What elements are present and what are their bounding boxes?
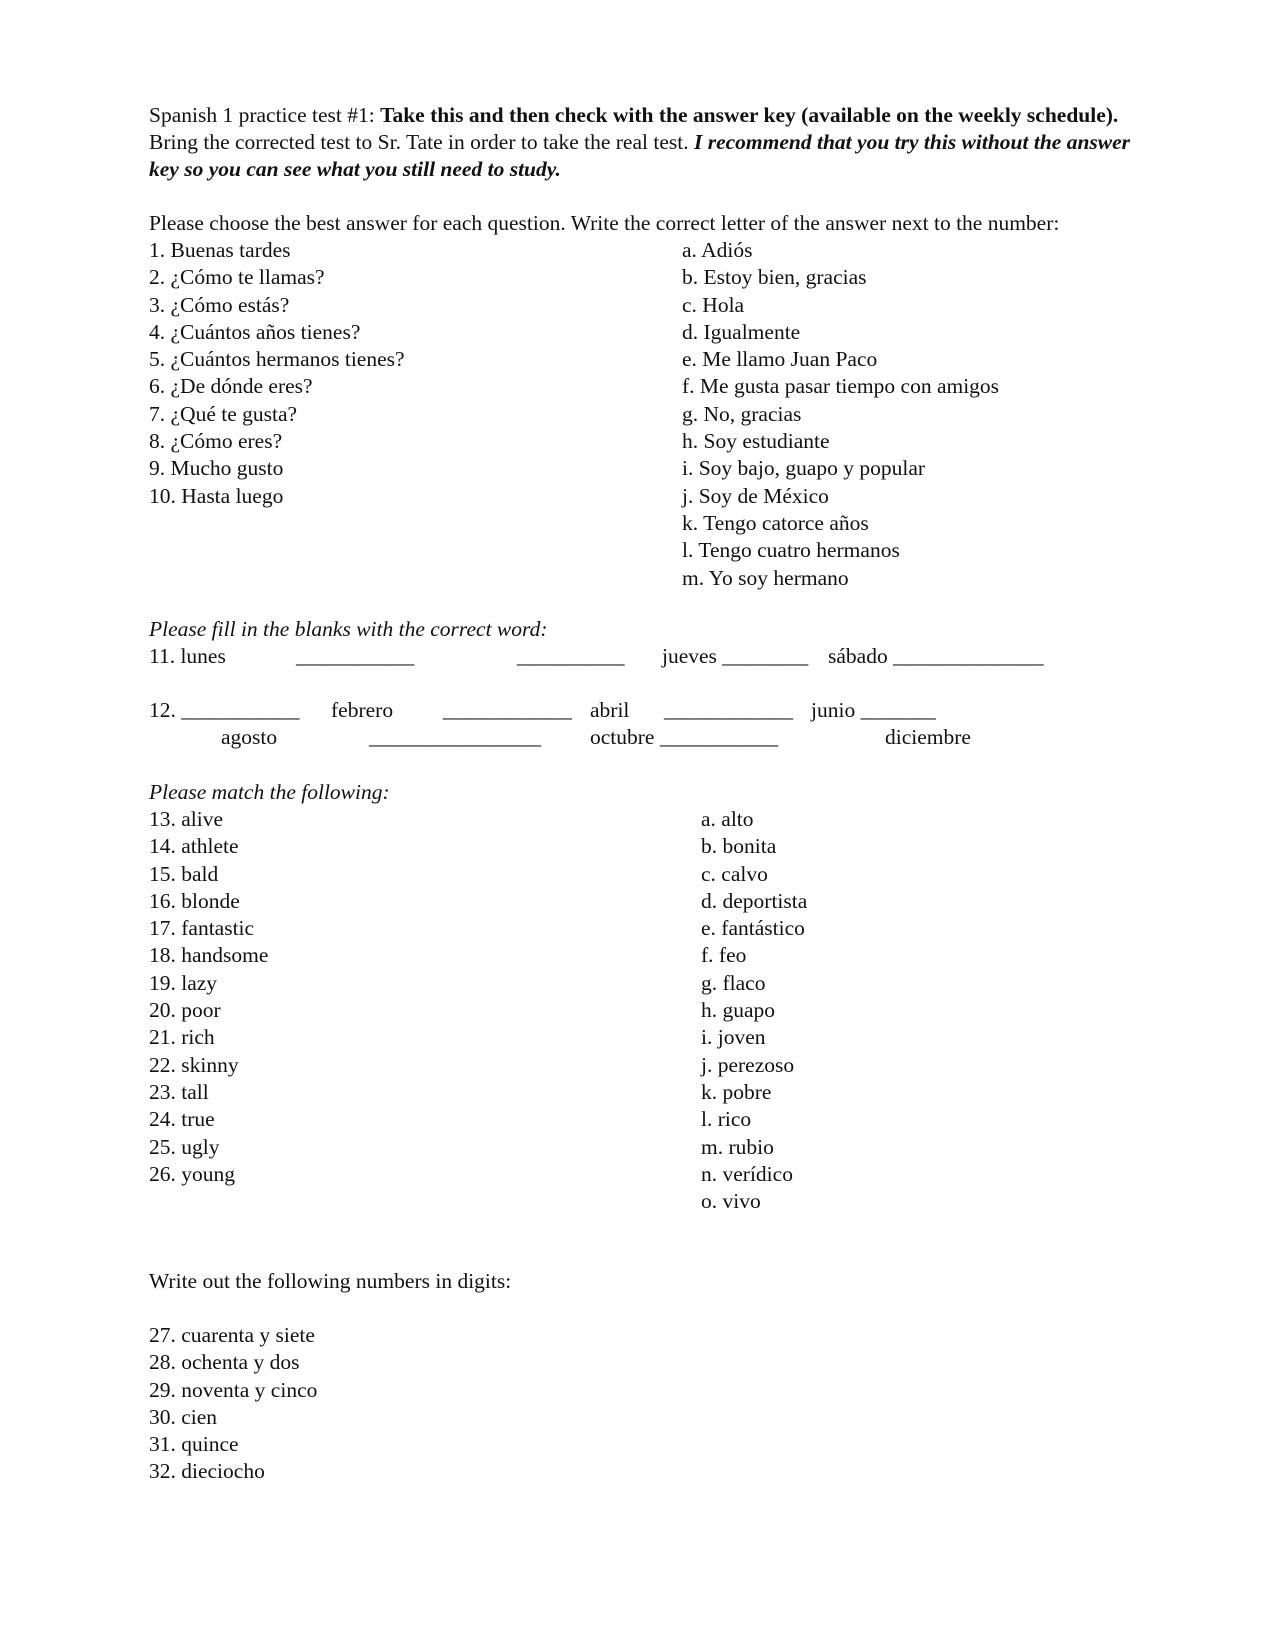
q12-blank-b[interactable]: ____________ [664, 698, 793, 722]
list-item: 24. true [149, 1107, 215, 1132]
list-item: d. deportista [701, 888, 808, 913]
list-item: f. feo [701, 943, 747, 968]
list-item: i. joven [701, 1025, 766, 1050]
q12-number[interactable]: 12. ___________ [149, 698, 300, 722]
list-item: o. vivo [701, 1189, 761, 1214]
list-item: f. Me gusta pasar tiempo con amigos [682, 374, 1000, 399]
list-item: c. Hola [682, 292, 745, 317]
section3-instruction: Please match the following: [149, 780, 390, 804]
list-item: b. Estoy bien, gracias [682, 265, 867, 290]
list-item: e. Me llamo Juan Paco [682, 347, 878, 372]
section1-instruction: Please choose the best answer for each question. Write the correct letter of the answer next to the number: [149, 211, 1060, 235]
q11-lunes: 11. lunes [149, 644, 226, 668]
list-item: h. guapo [701, 998, 776, 1023]
q11-blank-1[interactable]: ___________ [296, 644, 415, 668]
list-item: d. Igualmente [682, 319, 801, 344]
list-item: 7. ¿Qué te gusta? [149, 401, 298, 426]
q12-febrero: febrero [331, 698, 394, 722]
list-item: 16. blonde [149, 888, 240, 913]
list-item: j. Soy de México [682, 483, 829, 508]
q11-blank-2[interactable]: __________ [517, 644, 625, 668]
section4-instruction: Write out the following numbers in digits: [149, 1269, 512, 1293]
list-item: 32. dieciocho [149, 1459, 265, 1484]
q11-sabado[interactable]: sábado ______________ [828, 644, 1044, 668]
list-item: m. rubio [701, 1134, 774, 1159]
section3-answers [701, 806, 807, 1215]
list-item: 4. ¿Cuántos años tienes? [149, 319, 361, 344]
list-item: 18. handsome [149, 943, 269, 968]
list-item: a. Adiós [682, 238, 753, 262]
list-item: 30. cien [149, 1404, 218, 1429]
section4-items [149, 1322, 317, 1486]
list-item: c. calvo [701, 861, 768, 886]
list-item: l. Tengo cuatro hermanos [682, 538, 900, 563]
list-item: 22. skinny [149, 1052, 239, 1077]
list-item: 5. ¿Cuántos hermanos tienes? [149, 347, 405, 372]
section1-answers [682, 237, 999, 592]
list-item: 9. Mucho gusto [149, 456, 284, 481]
list-item: l. rico [701, 1107, 752, 1132]
q12-abril: abril [590, 698, 630, 722]
list-item: n. verídico [701, 1161, 793, 1186]
list-item: 10. Hasta luego [149, 483, 284, 508]
list-item: a. alto [701, 807, 754, 831]
list-item: e. fantástico [701, 916, 805, 941]
list-item: 19. lazy [149, 970, 218, 995]
list-item: 1. Buenas tardes [149, 238, 291, 262]
q12-junio[interactable]: junio _______ [811, 698, 936, 722]
list-item: 25. ugly [149, 1134, 220, 1159]
list-item: k. pobre [701, 1079, 772, 1104]
section1-questions [149, 237, 405, 510]
list-item: g. flaco [701, 970, 766, 995]
list-item: k. Tengo catorce años [682, 510, 869, 535]
list-item: 21. rich [149, 1025, 215, 1050]
q11-jueves[interactable]: jueves ________ [662, 644, 809, 668]
list-item: h. Soy estudiante [682, 429, 830, 454]
list-item: 6. ¿De dónde eres? [149, 374, 313, 399]
list-item: j. perezoso [701, 1052, 795, 1077]
list-item: 2. ¿Cómo te llamas? [149, 265, 325, 290]
intro-instruction: Bring the corrected test to Sr. Tate in order to take the real test. [149, 130, 694, 154]
list-item: g. No, gracias [682, 401, 802, 426]
section3-questions [149, 806, 268, 1188]
list-item: 29. noventa y cinco [149, 1377, 318, 1402]
list-item: 27. cuarenta y siete [149, 1323, 315, 1347]
list-item: m. Yo soy hermano [682, 565, 849, 590]
q12-diciembre: diciembre [885, 725, 971, 749]
q12-blank-a[interactable]: ____________ [443, 698, 572, 722]
list-item: 31. quince [149, 1432, 239, 1457]
list-item: 15. bald [149, 861, 219, 886]
intro-recommendation: I recommend that you try this without the answer key so you can see what you still need to study. [149, 130, 1131, 181]
section2-instruction: Please fill in the blanks with the correct word: [149, 617, 548, 641]
intro-paragraph [149, 102, 1149, 183]
list-item: 20. poor [149, 998, 221, 1023]
list-item: 26. young [149, 1161, 235, 1186]
list-item: i. Soy bajo, guapo y popular [682, 456, 926, 481]
list-item: b. bonita [701, 834, 777, 859]
list-item: 14. athlete [149, 834, 239, 859]
list-item: 28. ochenta y dos [149, 1350, 300, 1375]
q12-blank-c[interactable]: ________________ [369, 725, 541, 749]
list-item: 13. alive [149, 807, 224, 831]
list-item: 8. ¿Cómo eres? [149, 429, 283, 454]
list-item: 3. ¿Cómo estás? [149, 292, 290, 317]
intro-bold-instruction: Take this and then check with the answer key (available on the weekly schedule). [380, 103, 1119, 127]
list-item: 23. tall [149, 1079, 209, 1104]
q12-agosto: agosto [221, 725, 278, 749]
intro-title: Spanish 1 practice test #1: [149, 103, 381, 127]
list-item: 17. fantastic [149, 916, 255, 941]
q12-octubre[interactable]: octubre ___________ [590, 725, 779, 749]
